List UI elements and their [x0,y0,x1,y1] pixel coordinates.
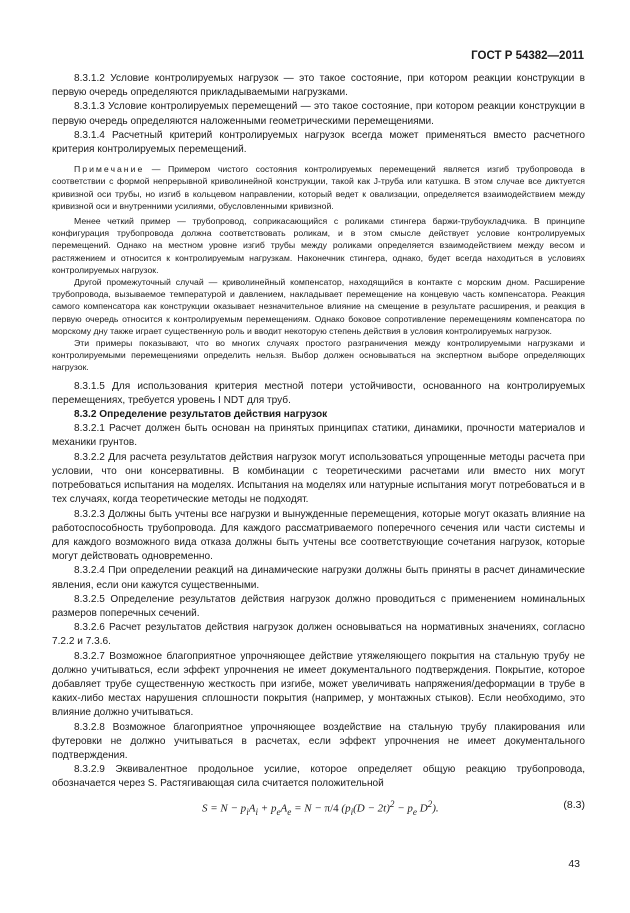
paragraph-8-3-1-4: 8.3.1.4 Расчетный критерий контролируемых нагрузок всегда может применяться вместо расчетного критерия контролируемых перемещений. [52,129,585,156]
note-text: — Примером чистого состояния контролируемых перемещений является изгиб трубопровода в соответствии с формой непрерывной криволинейной конструкции, такой как J-труба или катушка. В этом случае все диктуется кривизной оси трубы, но изгиб в кольцевом направлении, который ведет к овализации, определяется взаимодействием между кривизной оси и внутренними усилиями, обусловленными кривизной. [52,164,585,211]
document-body [52,72,585,818]
formula-number: (8.3) [563,798,585,811]
note-paragraph-4: Эти примеры показывают, что во многих случаях простого разграничения между контролируемыми нагрузками и контролируемыми перемещениями определить нельзя. Выбор должен основываться на экспертном выборе определяющих нагрузок. [52,338,585,373]
paragraph-8-3-2-2: 8.3.2.2 Для расчета результатов действия нагрузок могут использоваться упрощенные методы расчета при условии, что они консервативны. В комбинации с теоретическими расчетами или вместо них могут потребоваться испытания на моделях. Испытания на моделях или натурные испытания могут потребоваться и в тех случаях, когда теоретические методы не подходят. [52,451,585,506]
paragraph-8-3-2-5: 8.3.2.5 Определение результатов действия нагрузок должно проводиться с применением номинальных размеров поперечных сечений. [52,593,585,619]
note-paragraph-3: Другой промежуточный случай — криволинейный компенсатор, находящийся в контакте с морским дном. Расширение трубопровода, вызываемое температурой и давлением, накладывает перемещение на концевую часть компенсатора. Реакция самого компенсатора как конструкции оказывает незначительное влияние на смещение в результате расширения, и реакция в первую очередь относится к контролируемым перемещениям. Однако боковое сопротивление перемещениям компенсатора по морскому дну также играет существенную роль и вводит некоторую степень действия в условия контролируемых нагрузок. [52,277,585,336]
document-standard-header: ГОСТ Р 54382—2011 [471,50,584,62]
paragraph-8-3-2-6: 8.3.2.6 Расчет результатов действия нагрузок должен основываться на нормативных значениях, согласно 7.2.2 и 7.3.6. [52,622,585,648]
paragraph-8-3-1-3: 8.3.1.3 Условие контролируемых перемещений — это такое состояние, при котором реакции конструкции в первую очередь определяются наложенными геометрическими перемещениями. [52,101,585,127]
paragraph-8-3-2-3: 8.3.2.3 Должны быть учтены все нагрузки и вынужденные перемещения, которые могут оказать влияние на работоспособность трубопровода. Для каждого рассматриваемого поперечного сечения или части системы и для каждого возможного вида отказа должны быть учтены все соответствующие сочетания нагрузок, которые могут действовать одновременно. [52,508,585,563]
paragraph-8-3-2-7: 8.3.2.7 Возможное благоприятное упрочняющее действие утяжеляющего покрытия на стальную трубу не должно учитываться, если эффект упрочнения не имеет документального подтверждения. Покрытие, которое добавляет трубе существенную жесткость при изгибе, может увеличивать напряжения/деформации в трубе в каких-либо местах нарушения сплошности покрытия (например, у монтажных стыков). Если необходимо, это влияние должно учитываться. [52,650,585,719]
paragraph-8-3-2-8: 8.3.2.8 Возможное благоприятное упрочняющее воздействие на стальную трубу плакирования или футеровки не должно учитываться в расчетах, если эффект упрочнения не имеет документального подтверждения. [52,721,585,761]
note-label: Примечание [74,164,145,175]
note-paragraph-2: Менее четкий пример — трубопровод, соприкасающийся с роликами стингера баржи-трубоукладчика. В принципе конфигурация трубопровода должна соответствовать роликам, и в этом смысле действует условие контролируемых перемещений. Однако на местном уровне изгиб трубы между роликами определяется взаимодействием между весом и растяжением и относится к контролируемым нагрузкам. Наконечник стингера, однако, будет всегда находиться в условиях контролируемых нагрузок. [52,216,585,275]
page-number: 43 [568,858,580,870]
paragraph-8-3-1-5: 8.3.1.5 Для использования критерия местной потери устойчивости, основанного на контролируемых перемещениях, требуется уровень I NDT для труб. [52,380,585,406]
paragraph-8-3-2-1: 8.3.2.1 Расчет должен быть основан на принятых принципах статики, динамики, прочности материалов и механики грунтов. [52,423,585,449]
formula-8-3 [52,796,585,818]
paragraph-8-3-1-2: 8.3.1.2 Условие контролируемых нагрузок — это такое состояние, при котором реакции конструкции в первую очередь определяются прикладываемыми нагрузками. [52,73,585,99]
paragraph-8-3-2-9: 8.3.2.9 Эквивалентное продольное усилие, которое определяет общую реакцию трубопровода, обозначается через S. Растягивающая сила считается положительной [52,764,585,790]
paragraph-8-3-2-4: 8.3.2.4 При определении реакций на динамические нагрузки должны быть приняты в расчет динамические явления, если они кажутся существенными. [52,565,585,591]
section-heading-8-3-2: 8.3.2 Определение результатов действия нагрузок [74,409,328,421]
formula-expression: $S = N - p_iA_i + p_eA_e = N - \pi/4$ ($p_i(D - 2t)^2 - p_e$ $D^2$). [202,798,439,817]
note-paragraph-1 [52,163,585,212]
